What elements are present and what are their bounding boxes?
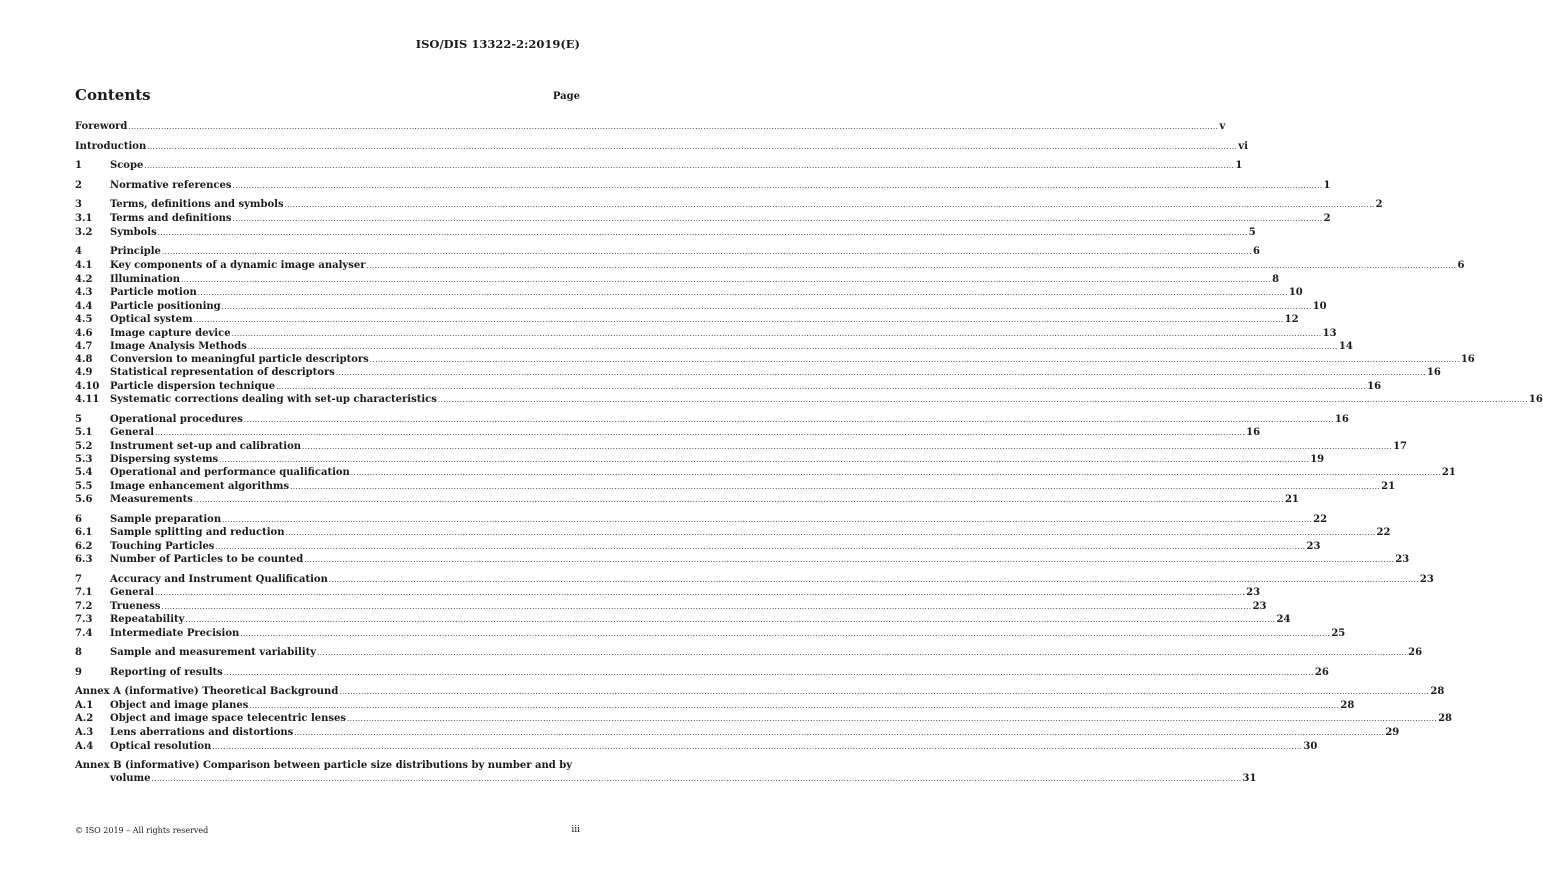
toc-entry-page: v (1219, 121, 1226, 132)
toc-entry-number: 1 (75, 160, 82, 171)
toc-entry[interactable] (75, 140, 1248, 153)
toc-entry-page: 12 (1284, 314, 1299, 325)
toc-entry[interactable] (75, 726, 1400, 739)
toc-entry-title: Optical resolution (110, 741, 212, 752)
toc-entry[interactable] (75, 380, 1382, 393)
toc-entry-title: Dispersing systems (110, 454, 219, 465)
toc-entry-page: 26 (1408, 647, 1423, 658)
dot-leader: ................................................................................................................................................................................................................................................................................................................................................................................................................ (161, 248, 1252, 256)
toc-entry-title: Image capture device (110, 328, 231, 339)
toc-entry-number: 6 (75, 514, 82, 525)
toc-entry-page: 30 (1303, 741, 1318, 752)
toc-entry-page: 6 (1252, 246, 1260, 257)
dot-leader: ................................................................................................................................................................................................................................................................................................................................................................................................................ (347, 715, 1438, 723)
dot-leader: ................................................................................................................................................................................................................................................................................................................................................................................................................ (128, 123, 1219, 131)
toc-entry-title: Image enhancement algorithms (110, 481, 290, 492)
toc-entry-title: Terms, definitions and symbols (110, 199, 284, 210)
dot-leader: ................................................................................................................................................................................................................................................................................................................................................................................................................ (317, 649, 1408, 657)
toc-entry-page: 13 (1322, 328, 1337, 339)
dot-leader: ................................................................................................................................................................................................................................................................................................................................................................................................................ (197, 289, 1288, 297)
toc-entry[interactable] (75, 313, 1299, 326)
toc-entry-number: 2 (75, 180, 82, 191)
dot-leader: ................................................................................................................................................................................................................................................................................................................................................................................................................ (155, 589, 1246, 597)
toc-entry-number: 6.1 (75, 527, 93, 538)
toc-entry[interactable] (75, 353, 1475, 366)
toc-entry-page: 6 (1457, 260, 1465, 271)
dot-leader: ................................................................................................................................................................................................................................................................................................................................................................................................................ (437, 396, 1528, 404)
contents-title: Contents (75, 86, 151, 104)
toc-entry[interactable] (75, 327, 1337, 340)
toc-entry-page: 10 (1288, 287, 1303, 298)
dot-leader: ................................................................................................................................................................................................................................................................................................................................................................................................................ (193, 496, 1284, 504)
toc-entry[interactable] (75, 366, 1441, 379)
toc-entry[interactable] (75, 440, 1408, 453)
toc-entry-title: Particle motion (110, 287, 197, 298)
toc-entry-number: 3.2 (75, 227, 93, 238)
page-number: iii (571, 825, 580, 835)
dot-leader: ................................................................................................................................................................................................................................................................................................................................................................................................................ (339, 688, 1430, 696)
toc-entry-title: Repeatability (110, 614, 185, 625)
toc-entry-number: 8 (75, 647, 82, 658)
toc-entry-number: 4 (75, 246, 82, 257)
dot-leader: ................................................................................................................................................................................................................................................................................................................................................................................................................ (185, 616, 1276, 624)
toc-entry[interactable] (75, 198, 1383, 211)
toc-entry-page: 17 (1393, 441, 1408, 452)
toc-entry[interactable] (75, 426, 1261, 439)
toc-entry[interactable] (75, 466, 1456, 479)
toc-entry-annex-b[interactable] (75, 759, 1257, 786)
toc-entry-page: 25 (1331, 628, 1346, 639)
toc-entry[interactable] (75, 493, 1299, 506)
toc-entry[interactable] (75, 646, 1423, 659)
toc-entry-page: 26 (1314, 667, 1329, 678)
dot-leader: ................................................................................................................................................................................................................................................................................................................................................................................................................ (231, 330, 1322, 338)
toc-entry-page: 28 (1438, 713, 1452, 724)
toc-entry-title: Lens aberrations and distortions (110, 727, 294, 738)
toc-entry[interactable] (75, 740, 1318, 753)
toc-entry-page: 31 (1242, 773, 1257, 784)
dot-leader: ................................................................................................................................................................................................................................................................................................................................................................................................................ (161, 603, 1252, 611)
toc-entry-number: 3 (75, 199, 82, 210)
toc-entry-number: 7.3 (75, 614, 93, 625)
dot-leader: ................................................................................................................................................................................................................................................................................................................................................................................................................ (240, 630, 1331, 638)
toc-entry-number: 4.3 (75, 287, 93, 298)
toc-entry-number: A.1 (75, 700, 94, 711)
toc-entry-title: Conversion to meaningful particle descriptors (110, 354, 369, 365)
toc-entry-title: General (110, 427, 155, 438)
copyright-notice: © ISO 2019 – All rights reserved (75, 826, 209, 835)
dot-leader: ................................................................................................................................................................................................................................................................................................................................................................................................................ (193, 316, 1284, 324)
toc-entry-page: 24 (1276, 614, 1291, 625)
dot-leader: ................................................................................................................................................................................................................................................................................................................................................................................................................ (290, 483, 1381, 491)
toc-entry-number: 4.9 (75, 367, 93, 378)
dot-leader: ................................................................................................................................................................................................................................................................................................................................................................................................................ (151, 775, 1242, 783)
toc-entry-number: 4.7 (75, 341, 93, 352)
toc-entry-title: Scope (110, 160, 144, 171)
toc-entry-title: Measurements (110, 494, 193, 505)
toc-entry[interactable] (75, 413, 1349, 426)
toc-entry[interactable] (75, 300, 1327, 313)
toc-entry-title: Annex B (informative) Comparison between particle size distributions by number and by (75, 760, 573, 771)
toc-entry[interactable] (75, 286, 1303, 299)
toc-entry[interactable] (75, 613, 1291, 626)
toc-entry-number: 9 (75, 667, 82, 678)
dot-leader: ................................................................................................................................................................................................................................................................................................................................................................................................................ (294, 729, 1385, 737)
toc-entry[interactable] (75, 340, 1353, 353)
toc-entry-title: Optical system (110, 314, 193, 325)
toc-entry-number: 5.5 (75, 481, 93, 492)
toc-entry-page: 23 (1419, 574, 1434, 585)
dot-leader: ................................................................................................................................................................................................................................................................................................................................................................................................................ (144, 162, 1235, 170)
dot-leader: ................................................................................................................................................................................................................................................................................................................................................................................................................ (243, 416, 1334, 424)
toc-entry[interactable] (75, 259, 1465, 272)
toc-entry-number: 4.1 (75, 260, 93, 271)
toc-entry-page: 1 (1323, 180, 1331, 191)
toc-entry-title: Sample and measurement variability (110, 647, 317, 658)
dot-leader: ................................................................................................................................................................................................................................................................................................................................................................................................................ (147, 143, 1238, 151)
toc-entry-title: Instrument set-up and calibration (110, 441, 302, 452)
toc-entry[interactable] (75, 666, 1329, 679)
toc-entry-title: Systematic corrections dealing with set-up characteristics (110, 394, 437, 405)
dot-leader: ................................................................................................................................................................................................................................................................................................................................................................................................................ (350, 469, 1441, 477)
dot-leader: ................................................................................................................................................................................................................................................................................................................................................................................................................ (369, 356, 1460, 364)
toc-entry-number: 5.2 (75, 441, 93, 452)
toc-entry-title: Symbols (110, 227, 157, 238)
dot-leader: ................................................................................................................................................................................................................................................................................................................................................................................................................ (247, 343, 1338, 351)
toc-entry[interactable] (75, 120, 1226, 133)
toc-entry-title: Intermediate Precision (110, 628, 240, 639)
page-column-label: Page (552, 91, 580, 102)
toc-entry-page: 21 (1381, 481, 1396, 492)
toc-entry[interactable] (75, 685, 1445, 698)
dot-leader: ................................................................................................................................................................................................................................................................................................................................................................................................................ (302, 443, 1393, 451)
toc-entry-title: Foreword (75, 121, 128, 132)
toc-entry[interactable] (75, 159, 1243, 172)
dot-leader: ................................................................................................................................................................................................................................................................................................................................................................................................................ (232, 215, 1323, 223)
toc-entry-number: 4.11 (75, 394, 100, 405)
toc-entry-page: 16 (1426, 367, 1441, 378)
toc-entry-number: A.2 (75, 713, 94, 724)
toc-entry[interactable] (75, 513, 1328, 526)
toc-entry-page: 23 (1246, 587, 1261, 598)
toc-entry-title: Operational and performance qualification (110, 467, 350, 478)
toc-entry-page: 16 (1460, 354, 1475, 365)
toc-entry-page: 16 (1334, 414, 1349, 425)
toc-entry-page: 2 (1375, 199, 1383, 210)
toc-entry-title: Annex A (informative) Theoretical Background (75, 686, 339, 697)
toc-entry-title: Key components of a dynamic image analyser (110, 260, 366, 271)
toc-entry[interactable] (75, 573, 1434, 586)
toc-entry-page: 21 (1284, 494, 1299, 505)
toc-entry-title: Illumination (110, 274, 181, 285)
toc-entry-number: 6.2 (75, 541, 93, 552)
toc-entry-number: 4.10 (75, 381, 100, 392)
toc-entry-title: Principle (110, 246, 161, 257)
toc-entry-number: 4.6 (75, 328, 93, 339)
toc-entry-page: 5 (1248, 227, 1256, 238)
dot-leader: ................................................................................................................................................................................................................................................................................................................................................................................................................ (328, 576, 1419, 584)
toc-entry-page: 1 (1235, 160, 1243, 171)
toc-entry-title: Normative references (110, 180, 232, 191)
toc-entry[interactable] (75, 600, 1267, 613)
toc-entry-page: 2 (1323, 213, 1331, 224)
toc-entry-number: 5.6 (75, 494, 93, 505)
toc-entry-title: Object and image space telecentric lenses (110, 713, 347, 724)
toc-entry-number: 4.5 (75, 314, 93, 325)
toc-entry-title: Particle positioning (110, 301, 221, 312)
dot-leader: ................................................................................................................................................................................................................................................................................................................................................................................................................ (212, 743, 1303, 751)
toc-entry-page: 23 (1252, 601, 1267, 612)
toc-entry-number: 5.4 (75, 467, 93, 478)
toc-entry-number: 4.8 (75, 354, 93, 365)
toc-entry[interactable] (75, 226, 1256, 239)
toc-entry-number: 7.4 (75, 628, 93, 639)
toc-entry-page: 28 (1340, 700, 1355, 711)
toc-entry[interactable] (75, 245, 1260, 258)
dot-leader: ................................................................................................................................................................................................................................................................................................................................................................................................................ (284, 201, 1375, 209)
toc-entry-title: Sample preparation (110, 514, 222, 525)
toc-entry-page: 8 (1272, 274, 1280, 285)
toc-entry-number: 5.1 (75, 427, 93, 438)
dot-leader: ................................................................................................................................................................................................................................................................................................................................................................................................................ (276, 383, 1367, 391)
toc-entry-page: 10 (1312, 301, 1327, 312)
dot-leader: ................................................................................................................................................................................................................................................................................................................................................................................................................ (285, 529, 1376, 537)
dot-leader: ................................................................................................................................................................................................................................................................................................................................................................................................................ (366, 262, 1457, 270)
dot-leader: ................................................................................................................................................................................................................................................................................................................................................................................................................ (181, 276, 1272, 284)
toc-entry[interactable] (75, 453, 1325, 466)
dot-leader: ................................................................................................................................................................................................................................................................................................................................................................................................................ (219, 456, 1310, 464)
toc-entry-number: 4.4 (75, 301, 93, 312)
toc-entry-number: 7.2 (75, 601, 93, 612)
toc-entry-page: 23 (1395, 554, 1410, 565)
toc-entry-number: 5 (75, 414, 82, 425)
dot-leader: ................................................................................................................................................................................................................................................................................................................................................................................................................ (215, 543, 1306, 551)
toc-entry[interactable] (75, 586, 1261, 599)
dot-leader: ................................................................................................................................................................................................................................................................................................................................................................................................................ (155, 429, 1246, 437)
toc-entry-title: Reporting of results (110, 667, 223, 678)
toc-entry-page: vi (1238, 141, 1248, 152)
toc-entry-title: Sample splitting and reduction (110, 527, 285, 538)
toc-entry-title: Introduction (75, 141, 147, 152)
dot-leader: ................................................................................................................................................................................................................................................................................................................................................................................................................ (221, 303, 1312, 311)
toc-entry-page: 16 (1367, 381, 1382, 392)
dot-leader: ................................................................................................................................................................................................................................................................................................................................................................................................................ (157, 229, 1248, 237)
dot-leader: ................................................................................................................................................................................................................................................................................................................................................................................................................ (249, 702, 1340, 710)
dot-leader: ................................................................................................................................................................................................................................................................................................................................................................................................................ (223, 669, 1314, 677)
toc-entry-title-continued: volume (110, 773, 151, 784)
toc-entry-title: General (110, 587, 155, 598)
dot-leader: ................................................................................................................................................................................................................................................................................................................................................................................................................ (304, 556, 1395, 564)
toc-entry[interactable] (75, 540, 1321, 553)
dot-leader: ................................................................................................................................................................................................................................................................................................................................................................................................................ (232, 182, 1323, 190)
toc-entry-page: 14 (1338, 341, 1353, 352)
toc-entry-page: 29 (1385, 727, 1400, 738)
toc-entry-page: 22 (1376, 527, 1391, 538)
toc-entry[interactable] (75, 699, 1355, 712)
toc-entry-number: 3.1 (75, 213, 93, 224)
toc-entry[interactable] (75, 553, 1410, 566)
dot-leader: ................................................................................................................................................................................................................................................................................................................................................................................................................ (222, 516, 1313, 524)
toc-entry[interactable] (75, 212, 1331, 225)
toc-entry-title: Particle dispersion technique (110, 381, 276, 392)
toc-entry-title: Accuracy and Instrument Qualification (110, 574, 328, 585)
toc-entry-page: 16 (1528, 394, 1543, 405)
toc-entry-number: 7.1 (75, 587, 93, 598)
toc-entry-title: Image Analysis Methods (110, 341, 247, 352)
toc-entry-number: 5.3 (75, 454, 93, 465)
toc-entry-page: 21 (1441, 467, 1456, 478)
toc-entry-page: 28 (1430, 686, 1445, 697)
toc-entry[interactable] (75, 526, 1391, 539)
toc-entry-page: 16 (1246, 427, 1261, 438)
toc-entry-page: 23 (1306, 541, 1321, 552)
toc-entry-title: Terms and definitions (110, 213, 232, 224)
toc-entry-title: Operational procedures (110, 414, 243, 425)
toc-entry-number: 7 (75, 574, 82, 585)
toc-entry-title: Trueness (110, 601, 161, 612)
toc-entry-number: A.3 (75, 727, 94, 738)
toc-entry-title: Number of Particles to be counted (110, 554, 304, 565)
toc-entry-page: 19 (1310, 454, 1325, 465)
toc-entry[interactable] (75, 627, 1346, 640)
toc-entry-title: Object and image planes (110, 700, 249, 711)
toc-entry-title: Statistical representation of descriptors (110, 367, 335, 378)
toc-entry-number: A.4 (75, 741, 94, 752)
toc-entry[interactable] (75, 273, 1280, 286)
toc-entry-number: 4.2 (75, 274, 93, 285)
toc-entry[interactable] (75, 480, 1396, 493)
toc-entry[interactable] (75, 393, 1543, 406)
toc-entry[interactable] (75, 712, 1452, 725)
dot-leader: ................................................................................................................................................................................................................................................................................................................................................................................................................ (335, 369, 1426, 377)
toc-entry[interactable] (75, 179, 1331, 192)
toc-entry-number: 6.3 (75, 554, 93, 565)
document-id-header: ISO/DIS 13322-2:2019(E) (415, 37, 580, 51)
toc-entry-title: Touching Particles (110, 541, 215, 552)
toc-entry-page: 22 (1313, 514, 1328, 525)
